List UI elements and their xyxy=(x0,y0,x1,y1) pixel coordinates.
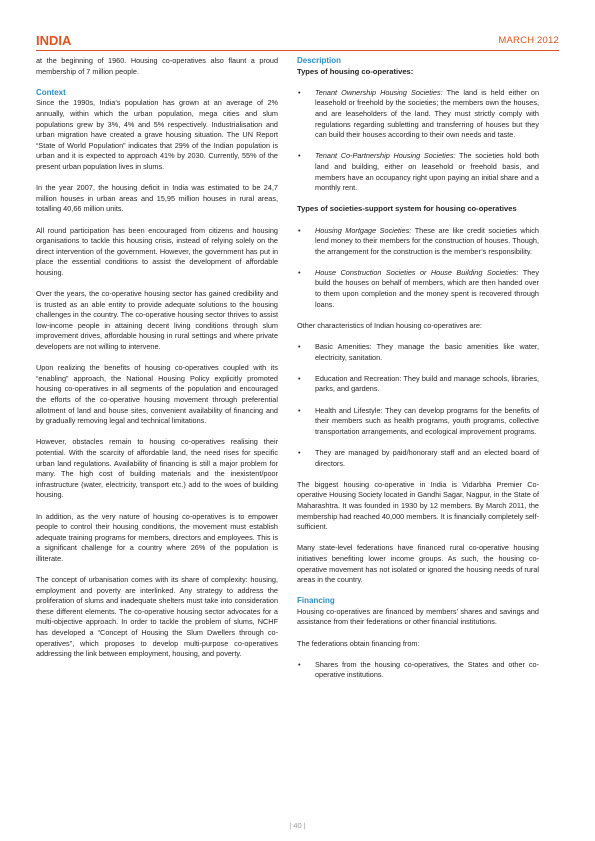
bullet-icon: • xyxy=(298,342,301,352)
page-header xyxy=(36,33,559,51)
bullet-icon: • xyxy=(298,373,301,383)
left-column xyxy=(36,56,278,670)
bullet-icon: • xyxy=(298,267,301,277)
context-heading: Context xyxy=(36,87,66,97)
list-item xyxy=(297,88,539,141)
context-paragraph-6: However, obstacles remain to housing co-operatives realising their potential. With the scarcity of affordable land, the need rises for specific urban land regulations. Availability of financing is still a major problem for many. The high cost of building materials and the inexistent/poor infrastructure (water, electricity, transport etc.) add to the woes of building housing. xyxy=(36,437,278,500)
context-paragraph-8: The concept of urbanisation comes with its share of complexity: housing, employment and poverty are interlinked. Any strategy to address the proliferation of slums and inadequate shelters must take into consideration these different elements. The co-operative housing sector advocates for a multi-objective approach. In order to tackle the problem of slums, NCHF has developed a “Concept of Housing the Slum Dwellers through co-operatives”, which proposes to develop multi-purpose co-operatives addressing the link between employment, housing, and poverty. xyxy=(36,575,278,659)
types-heading: Types of housing co-operatives: xyxy=(297,66,414,76)
right-column xyxy=(297,56,539,692)
bullet-icon: • xyxy=(298,659,301,669)
intro-paragraph: at the beginning of 1960. Housing co-operatives also flaunt a proud membership of 7 million people. xyxy=(36,56,278,76)
item-text: Basic Amenities: They manage the basic amenities like water, electricity, sanitation. xyxy=(315,342,539,362)
item-text: Education and Recreation: They build and manage schools, libraries, parks, and gardens. xyxy=(315,373,539,394)
bullet-icon: • xyxy=(298,225,301,235)
context-paragraph-1: Since the 1990s, India’s population has grown at an average of 2% annually, within which the urban population, mega cities and slum populations grew by 3%, 4% and 5% respectively. Industrialisation and urban migration have created a grave housing situation. The UN Report “State of World Population” indicates that 29% of the Indian population is urban and it is expected to approach 41% by 2030. Currently, 55% of the present urban population lives in slums. xyxy=(36,98,278,171)
federations-paragraph: Many state-level federations have financed rural co-operative housing initiatives benefiting lower income groups. As such, the housing co-operative movement has not isolated or ignored the housing needs of rural areas in the country. xyxy=(297,543,539,585)
term: House Construction Societies or House Building Societies: xyxy=(315,267,519,277)
context-paragraph-4: Over the years, the co-operative housing sector has gained credibility and is trusted as an able entity to provide adequate solutions to the housing challenges in the country. The co-operative housing sector thrives to assist low-income people in attaining decent living conditions through slum improvement drives, affordable housing in rural settings and where private developers are not willing to intervene. xyxy=(36,289,278,352)
support-list xyxy=(297,226,539,311)
term-text: The societies hold both land and building, either on leasehold or freehold basis, and members have an occupancy right upon paying an initial share and a monthly rent. xyxy=(315,151,539,193)
country-title: INDIA xyxy=(36,33,72,48)
characteristics-list xyxy=(297,342,539,469)
support-heading: Types of societies-support system for housing co-operatives xyxy=(297,204,517,214)
other-intro: Other characteristics of Indian housing co-operatives are: xyxy=(297,320,482,330)
issue-date: MARCH 2012 xyxy=(498,35,559,46)
bullet-icon: • xyxy=(298,151,301,161)
term: Tenant Ownership Housing Societies: xyxy=(315,87,443,97)
context-paragraph-3: All round participation has been encouraged from citizens and housing organisations to tackle this housing crisis, instead of relying solely on the direct intervention of the government. However, the government has put in place the essential conditions to assist the development of affordable housing. xyxy=(36,225,278,277)
list-item xyxy=(297,448,539,469)
list-item xyxy=(297,406,539,438)
context-paragraph-7: In addition, as the very nature of housing co-operatives is to empower people to control their housing conditions, the movement must establish adequate training programs for members, directors and employees. This is a significant challenge for a country where 26% of the population is illiterate. xyxy=(36,511,278,563)
list-item xyxy=(297,226,539,258)
context-paragraph-5: Upon realizing the benefits of housing co-operatives coupled with its “enabling” approach, the National Housing Policy explicitly promoted housing co-operatives in all segments of the population and encouraged the efforts of the co-operative housing movement through preferential allotment of land and house sites, convenient availability of financing and by gradually removing legal and technical limitations. xyxy=(36,363,278,426)
bullet-icon: • xyxy=(298,447,301,457)
financing-paragraph-1: Housing co-operatives are financed by members’ shares and savings and assistance from their federations or other financial institutions. xyxy=(297,606,539,627)
term: Tenant Co-Partnership Housing Societies: xyxy=(315,151,456,161)
item-text: They are managed by paid/honorary staff and an elected board of directors. xyxy=(315,447,539,468)
term: Housing Mortgage Societies: xyxy=(315,225,412,235)
term-text: These are like credit societies which lend money to their members for the construction of houses. Though, the arrangement for the construction is the member’s responsibility. xyxy=(315,225,539,256)
bullet-icon: • xyxy=(298,87,301,97)
page-number: | 40 | xyxy=(289,821,306,830)
financing-heading: Financing xyxy=(297,596,335,606)
list-item xyxy=(297,342,539,363)
context-paragraph-2: In the year 2007, the housing deficit in India was estimated to be 24,7 million houses in urban areas and 15,95 million houses in rural areas, totalling 40,66 million units. xyxy=(36,183,278,214)
financing-paragraph-2: The federations obtain financing from: xyxy=(297,638,420,648)
list-item xyxy=(297,268,539,310)
header-rule xyxy=(36,50,559,51)
types-list xyxy=(297,88,539,194)
biggest-coop-paragraph: The biggest housing co-operative in India is Vidarbha Premier Co-operative Housing Society located in Gandhi Sagar, Nagpur, in the State of Maharashtra. It was founded in 1930 by 12 members. By March 2011, the membership had reached 40,000 members. It is financially completely self-sufficient. xyxy=(297,479,539,532)
list-item xyxy=(297,151,539,193)
item-text: Health and Lifestyle: They can develop programs for the benefits of their members such as health programs, youth programs, collective transportation arrangements, and ecological improvement programs. xyxy=(315,405,539,436)
term-text: The land is held either on leasehold or freehold by the societies; the members own the houses, and are leaseholders of the land. They must strictly comply with regulations regarding subletting and transferring of houses but they can build their houses according to their own needs and taste. xyxy=(315,87,539,140)
list-item xyxy=(297,660,539,681)
description-heading: Description xyxy=(297,56,342,65)
bullet-icon: • xyxy=(298,405,301,415)
financing-list xyxy=(297,660,539,681)
item-text: Shares from the housing co-operatives, the States and other co-operative institutions. xyxy=(315,659,539,680)
term-text: They build the houses on behalf of members, which are then handed over to them upon completion and the money spent is recovered through loans. xyxy=(315,267,539,309)
list-item xyxy=(297,374,539,395)
